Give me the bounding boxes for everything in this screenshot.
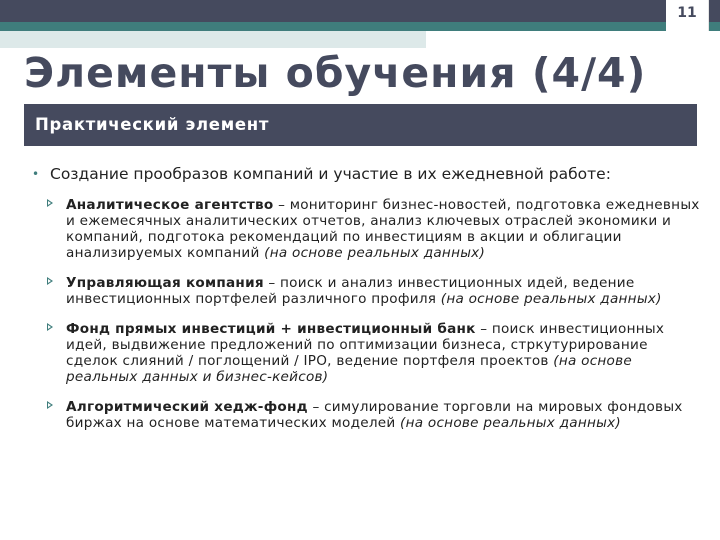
item-title: Алгоритмический хедж-фонд [66, 399, 308, 415]
item-note: (на основе реальных данных) [440, 291, 662, 307]
accent-bar [0, 22, 720, 31]
item-note: (на основе реальных данных) [400, 415, 621, 431]
slide-title: Элементы обучения (4/4) [24, 49, 647, 97]
item-text: – мониторинг бизнес-новостей, подготовка ежедневных и ежемесячных аналитических отчетов, анализ ключевых отраслей экономики и компаний, подготока рекомендаций по инвестициям в акции и облигации анализируемых компаний [66, 197, 700, 261]
item-note: (на основе реальных данных) [264, 245, 486, 261]
list-item [28, 321, 700, 385]
arrow-bullet-icon [47, 323, 53, 331]
page-number: 11 [677, 5, 697, 21]
item-title: Аналитическое агентство [66, 197, 274, 213]
light-strip [0, 31, 426, 48]
main-bullet-text: Создание прообразов компаний и участие в их ежедневной работе: [50, 165, 611, 183]
item-title: Управляющая компания [66, 275, 264, 291]
item-text: – поиск инвестиционных идей, выдвижение предложений по оптимизации бизнеса, стркутурирование сделок слияний / поглощений / IPO, ведение портфеля проектов [66, 321, 665, 369]
page-number-box [666, 0, 709, 31]
slide-subtitle: Практический элемент [35, 115, 270, 134]
slide-content [28, 165, 700, 445]
list-item [28, 275, 700, 307]
arrow-bullet-icon [47, 277, 53, 285]
bullet-dot-icon: • [32, 167, 40, 181]
item-note: (на основе реальных данных и бизнес-кейсов) [66, 353, 632, 385]
list-item [28, 197, 700, 261]
subtitle-bar [24, 104, 697, 146]
main-bullet [28, 165, 700, 184]
arrow-bullet-icon [47, 401, 53, 409]
item-title: Фонд прямых инвестиций + инвестиционный банк [66, 321, 476, 337]
arrow-bullet-icon [47, 199, 53, 207]
list-item [28, 399, 700, 431]
top-bar [0, 0, 720, 22]
item-text: – поиск и анализ инвестиционных идей, ведение инвестиционных портфелей различного профиля [66, 275, 635, 307]
item-text: – симулирование торговли на мировых фондовых биржах на основе математических моделей [66, 399, 683, 431]
